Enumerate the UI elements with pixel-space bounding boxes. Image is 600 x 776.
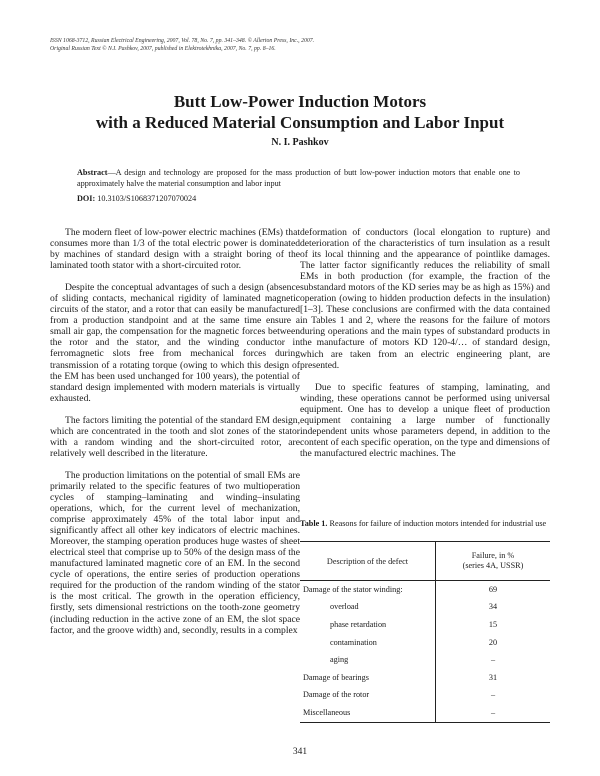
article-title xyxy=(0,91,600,133)
row-value: 15 xyxy=(488,619,498,629)
table-header-row xyxy=(300,542,550,581)
row-label: overload xyxy=(300,599,436,617)
row-value: 34 xyxy=(488,602,498,612)
header-failure-line-1: Failure, in % xyxy=(471,551,515,560)
row-value: 20 xyxy=(488,637,498,647)
header-failure xyxy=(436,542,551,581)
failure-table xyxy=(300,541,550,723)
row-value: 69 xyxy=(488,584,498,594)
table-row xyxy=(300,687,550,705)
paragraph: Despite the conceptual advantages of such a design (absence of sliding contacts, mechanical rigidity of laminated magnetic circuits of the stator, and a rotor that can easily be manufactured from a production standpoint and at the same time ensure a small air gap, the compensation for the magnetic forces between the rotor and the stator, and the winding conductor in ferromagnetic slots free from mechanical forces during transmission of a rotating torque (owing to which this design of the EM has been used unchanged for 100 years), the potential of standard design implemented with modern materials is virtually exhausted. xyxy=(50,282,300,404)
title-line-2: with a Reduced Material Consumption and Labor Input xyxy=(95,113,505,132)
row-label: Damage of the rotor xyxy=(300,687,436,705)
table-caption xyxy=(300,519,550,529)
page-number: 341 xyxy=(292,747,308,757)
paragraph: The production limitations on the potential of small EMs are primarily related to the specific features of two multioperation cycles of stamping–laminating and winding–insulating operations, which, for the current level of mechanization, comprise approximately 45% of the total labor input and significantly affect all other key indicators of electric machines. Moreover, the stamping operation produces huge wastes of sheet electrical steel that comprise up to 50% of the design mass of the manufactured laminated magnetic core of an EM. In the second cycle of operations, the entire series of production operations required for the production of the random winding of the stator is the most critical. The growth in the operation efficiency, firstly, sets dimensional restrictions on the tooth-zone geometry (including reduction in the active zone of an EM, the slot space factor, and the groove width) and, secondly, results in a complex xyxy=(50,469,300,636)
title-line-1: Butt Low-Power Induction Motors xyxy=(173,92,427,111)
right-column xyxy=(300,227,550,470)
row-label: Damage of the stator winding: xyxy=(300,581,436,599)
left-column xyxy=(50,227,300,647)
header-description: Description of the defect xyxy=(300,542,436,581)
row-label: Damage of bearings xyxy=(300,669,436,687)
table-row xyxy=(300,634,550,652)
doi-label: DOI: xyxy=(77,194,96,203)
row-label: Miscellaneous xyxy=(300,704,436,722)
paragraph: The factors limiting the potential of the standard EM design, which are concentrated in the tooth and slot zones of the stator with a random winding and the short-circuited rotor, are relatively well described in the literature. xyxy=(50,414,300,459)
row-value: – xyxy=(436,704,551,722)
header-line-2: Original Russian Text © N.I. Pashkov, 2007, published in Elektrotekhnika, 2007, No. 7, pp. 8–16. xyxy=(50,45,276,52)
paragraph: The modern fleet of low-power electric machines (EMs) that consumes more than 1/3 of the total electric power is dominated by machines of standard design with a straight boring of the laminated tooth stator with a short-circuited rotor. xyxy=(50,227,300,272)
abstract-label: Abstract xyxy=(77,168,108,177)
table-row xyxy=(300,669,550,687)
row-label: phase retardation xyxy=(300,616,436,634)
row-label: aging xyxy=(300,651,436,669)
row-value: 31 xyxy=(488,672,498,682)
table-row xyxy=(300,581,550,599)
table-row xyxy=(300,599,550,617)
row-label: contamination xyxy=(300,634,436,652)
author-name: N. I. Pashkov xyxy=(271,137,329,148)
row-value: – xyxy=(490,655,496,665)
table-row xyxy=(300,616,550,634)
journal-header xyxy=(50,38,550,53)
header-failure-line-2: (series 4A, USSR) xyxy=(462,561,524,570)
table-caption-text: Reasons for failure of induction motors intended for industrial use xyxy=(327,519,547,528)
row-value: – xyxy=(490,690,496,700)
paragraph: Due to specific features of stamping, laminating, and winding, these operations cannot be performed using universal equipment. One has to develop a unique fleet of production equipment containing a large number of functionally independent units whose parameters depend, in addition to the content of each specific operation, on the type and dimensions of the manufactured electric machines. The xyxy=(300,381,550,459)
doi-value[interactable]: 10.3103/S1068371207070024 xyxy=(95,194,197,203)
table-row xyxy=(300,651,550,669)
table-caption-label: Table 1. xyxy=(300,519,328,528)
doi xyxy=(77,194,196,204)
paragraph: deformation of conductors (local elongation to rupture) and deterioration of the characteristics of turn insulation as a result of its local thinning and the appearance of pointlike damages. The latter factor significantly reduces the reliability of small EMs in both production (for example, the fraction of the substandard motors of the KD series may be as high as 15%) and operation (owing to hidden production defects in the insulation) [1–3]. These conclusions are confirmed with the data contained in Tables 1 and 2, where the reasons for the failure of motors during operations and the main types of substandard products in the manufacture of motors KD 120-4/… of standard design, which are taken from an electric engineering plant, are presented. xyxy=(300,227,550,371)
abstract xyxy=(77,168,520,189)
header-line-1: ISSN 1068-3712, Russian Electrical Engineering, 2007, Vol. 78, No. 7, pp. 341–348. © Allerton Press, Inc., 2007. xyxy=(50,38,315,44)
abstract-text: —A design and technology are proposed for the mass production of butt low-power induction motors that enable one to approximately halve the material consumption and labor input xyxy=(77,168,520,188)
table-row xyxy=(300,704,550,722)
